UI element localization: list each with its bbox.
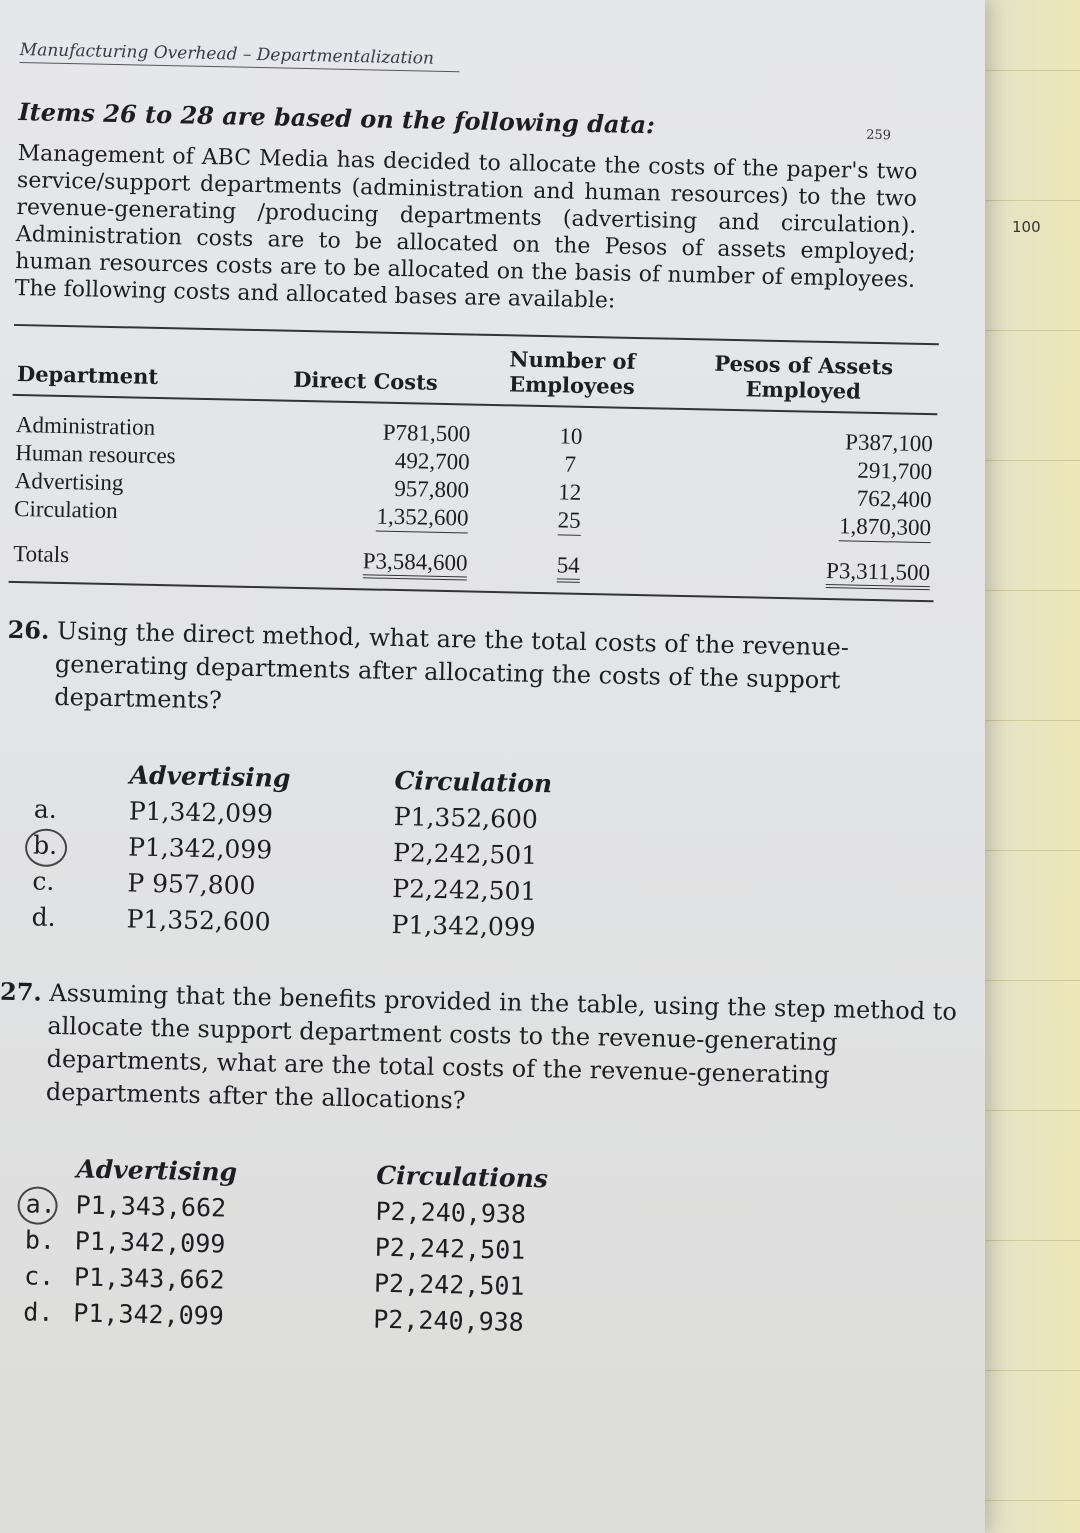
col-circulation: Circulation: [394, 766, 553, 799]
choice-circulation: P2,240,938: [372, 1304, 525, 1337]
choice-letter-circled: a.: [0, 1186, 76, 1224]
header-employees: [475, 335, 670, 409]
choice-letter: a.: [33, 794, 58, 824]
choice-advertising: P1,342,099: [74, 1226, 226, 1259]
question-26-number: 26.: [7, 614, 50, 645]
header-department: Department: [13, 325, 257, 400]
letter-spacer: [4, 755, 130, 794]
cell-department: Circulation: [13, 495, 118, 524]
choice-letter-circled: b.: [3, 827, 129, 866]
cost-table: [9, 324, 939, 602]
cell-direct-costs-value: 1,352,600: [376, 504, 469, 534]
question-27-number: 27.: [0, 976, 43, 1007]
page-content: [0, 40, 960, 1349]
choice-letter: d.: [23, 1297, 54, 1327]
choice-circulation: P2,242,501: [392, 873, 537, 906]
choice-advertising: P1,343,662: [73, 1262, 225, 1295]
choice-circulation: P1,352,600: [393, 802, 539, 835]
cell-direct-costs: 957,800: [394, 475, 470, 503]
choice-letter: c.: [23, 1261, 55, 1291]
letter-spacer: [0, 1150, 77, 1188]
choice-letter: b.: [24, 1225, 56, 1255]
choice-advertising: P1,352,600: [126, 904, 271, 937]
page-number: 259: [866, 127, 892, 144]
intro-heading: Items 26 to 28 are based on the following data:: [18, 96, 656, 140]
cell-department: Human resources: [15, 439, 176, 469]
margin-note: 100: [1012, 218, 1041, 236]
intro-paragraph: Management of ABC Media has decided to allocate the costs of the paper's two service/support departments (administration and human resources) to the two revenue-generating /producing departments (advertising and circulation). Administration costs are to be allocated on the Pesos of assets employed; human resources costs are to be allocated on the basis of number of employees. The following costs and allocated bases are available:: [14, 140, 918, 314]
col-advertising: Advertising: [76, 1154, 238, 1187]
cell-employees: [472, 505, 666, 537]
cell-assets: P387,100: [844, 429, 934, 457]
cell-employees: 7: [564, 451, 577, 477]
cell-direct-costs: 492,700: [394, 447, 470, 475]
cell-employees: 12: [557, 479, 582, 505]
totals-direct-costs-value: P3,584,600: [362, 548, 467, 580]
question-26-choices: [1, 755, 945, 955]
totals-assets: [664, 537, 934, 602]
question-27-text: Assuming that the benefits provided in the table, using the step method to allocate the support department costs to the revenue-generating departments, what are the total costs of the revenue-generating departments after the allocations?: [45, 978, 958, 1115]
choice-circulation: P2,242,501: [374, 1232, 526, 1265]
choice-letter: d.: [31, 902, 56, 932]
choice-advertising: P 957,800: [127, 868, 256, 901]
cell-assets: 762,400: [856, 485, 932, 513]
cell-assets-value: 1,870,300: [839, 513, 932, 543]
question-27-choices: [0, 1150, 937, 1350]
question-26: [6, 613, 966, 733]
totals-employees-value: 54: [556, 552, 580, 582]
totals-direct-costs: [251, 528, 472, 592]
header-assets-line1: Pesos of Assets: [714, 350, 894, 380]
choice-letter: c.: [32, 866, 55, 896]
question-26-text: Using the direct method, what are the total costs of the revenue-generating departments after allocating the costs of the support departments?: [53, 616, 850, 715]
choice-advertising: P1,342,099: [128, 796, 274, 829]
running-head: Manufacturing Overhead – Departmentalization: [20, 40, 460, 72]
choice-circulation: P2,242,501: [373, 1268, 525, 1301]
totals-employees: [471, 533, 666, 596]
cell-employees: 10: [559, 423, 583, 449]
choice-advertising: P1,342,099: [73, 1298, 225, 1331]
choice-circulation: P1,342,099: [391, 909, 536, 942]
col-advertising: Advertising: [129, 760, 291, 793]
header-assets-line2: Employed: [745, 376, 862, 404]
question-27: [0, 975, 958, 1128]
cell-employees-value: 25: [557, 507, 581, 535]
col-circulation: Circulations: [376, 1160, 549, 1194]
totals-label: Totals: [9, 523, 253, 587]
choice-advertising: P1,342,099: [127, 832, 273, 865]
cell-department: Administration: [15, 412, 156, 440]
choice-circulation: P2,240,938: [375, 1196, 527, 1229]
choice-advertising: P1,343,662: [75, 1190, 227, 1223]
choice-circulation: P2,242,501: [392, 837, 538, 871]
header-direct-costs: Direct Costs: [255, 330, 476, 405]
cell-direct-costs: P781,500: [382, 419, 471, 447]
header-employees-line1: Number of: [509, 346, 636, 374]
header-employees-line2: Employees: [508, 371, 636, 399]
cell-department: Advertising: [14, 467, 124, 496]
cell-assets: 291,700: [857, 457, 933, 485]
totals-assets-value: P3,311,500: [826, 558, 931, 590]
header-assets: [668, 339, 939, 415]
